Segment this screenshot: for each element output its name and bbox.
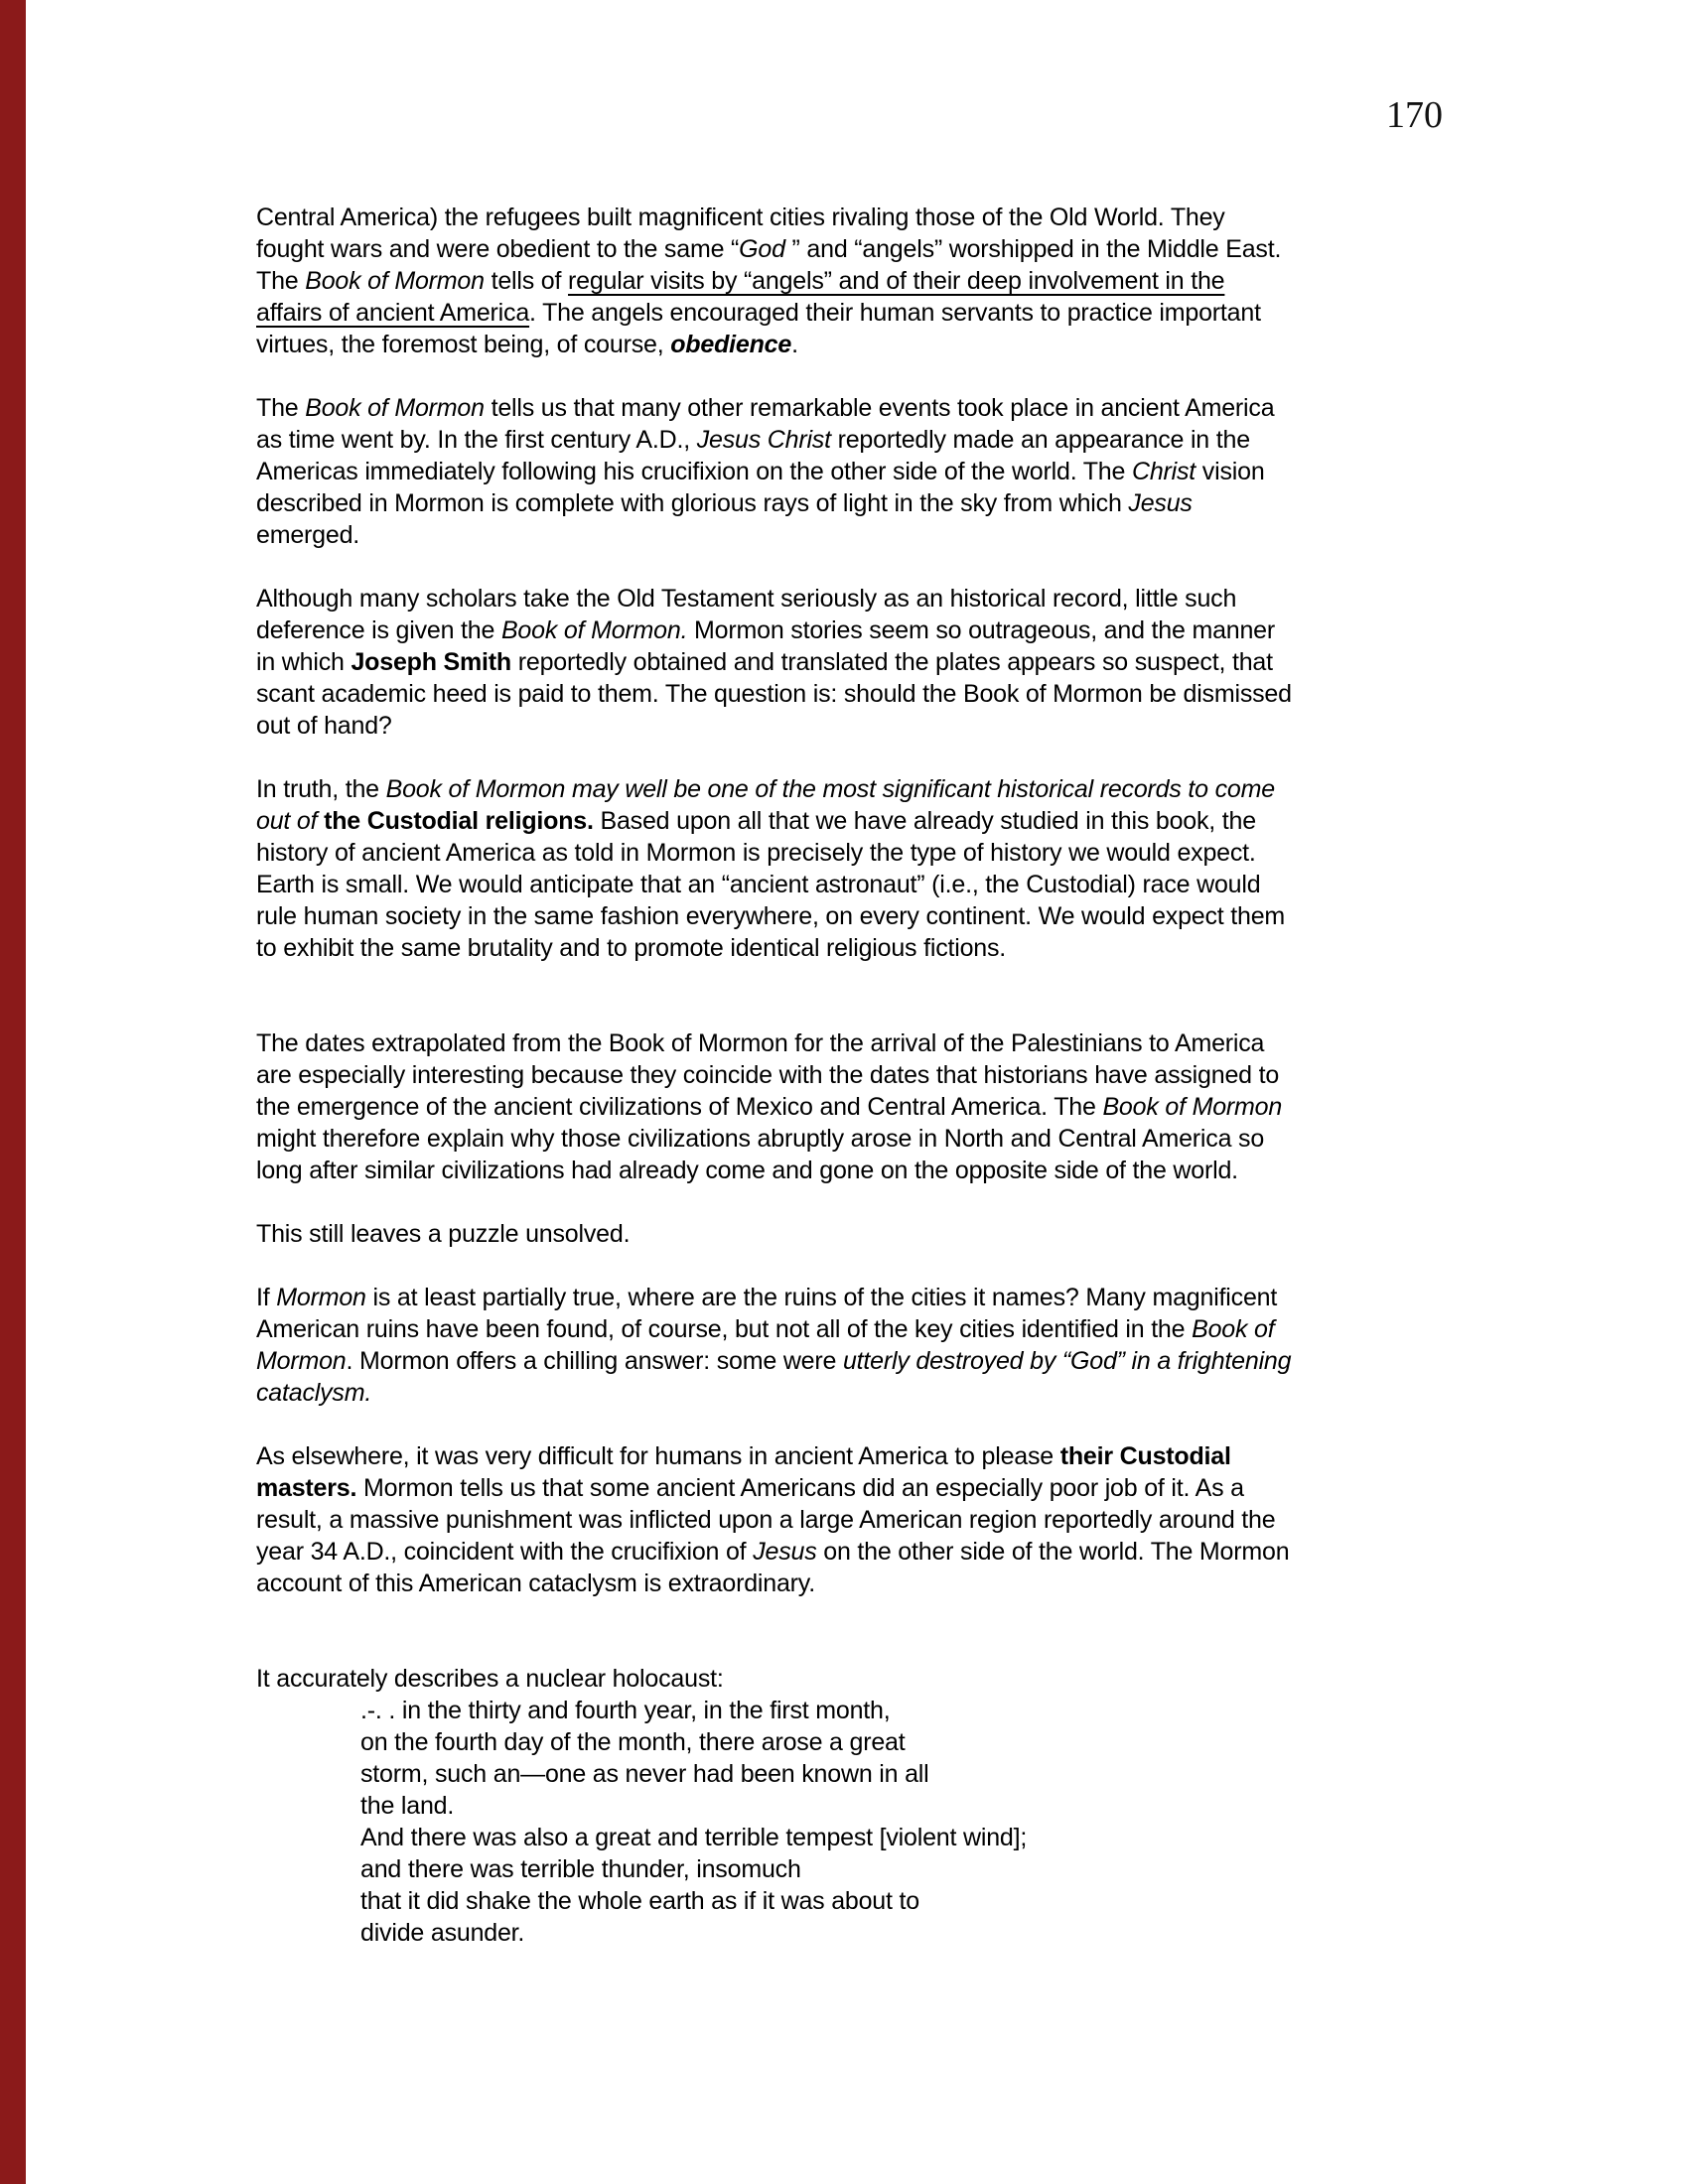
text-line — [256, 1536, 1470, 1568]
text-segment: is at least partially true, where are the ruins of the cities it names? Many magnificent — [365, 1284, 1278, 1311]
text-segment: The dates extrapolated from the Book of Mormon for the arrival of the Palestinians to America — [256, 1029, 1265, 1057]
text-segment: As elsewhere, it was very difficult for humans in ancient America to please — [256, 1442, 1060, 1470]
text-line — [256, 1091, 1470, 1123]
paragraph — [256, 1282, 1470, 1409]
text-line — [256, 392, 1470, 424]
text-line — [256, 710, 1470, 742]
text-line — [256, 1472, 1470, 1504]
text-segment: God — [739, 235, 785, 263]
text-segment: Jesus — [1128, 489, 1193, 517]
text-line — [256, 1027, 1470, 1059]
text-line — [256, 646, 1470, 678]
text-segment: vision — [1196, 458, 1265, 485]
text-segment: It accurately describes a nuclear holocaust: — [256, 1665, 724, 1693]
text-line — [256, 805, 1470, 837]
text-segment: out of hand? — [256, 712, 392, 740]
text-line — [256, 265, 1470, 297]
text-segment: might therefore explain why those civilizations abruptly arose in North and Central America so — [256, 1125, 1265, 1153]
text-line — [256, 1345, 1470, 1377]
text-line — [256, 1440, 1470, 1472]
text-segment: emerged. — [256, 521, 360, 549]
text-segment: tells us that many other remarkable events took place in ancient America — [484, 394, 1275, 422]
text-segment: Central America) the refugees built magnificent cities rivaling those of the Old World. They — [256, 204, 1225, 231]
text-segment: and there was terrible thunder, insomuch — [360, 1855, 801, 1883]
text-line — [256, 900, 1470, 932]
text-line — [256, 1282, 1470, 1313]
text-line — [256, 1059, 1470, 1091]
text-segment: Mormon — [256, 1347, 347, 1375]
text-line — [256, 1123, 1470, 1155]
text-segment: Although many scholars take the Old Testament seriously as an historical record, little such — [256, 585, 1237, 613]
text-line — [256, 1885, 1470, 1917]
paragraph — [256, 773, 1470, 964]
text-segment: as time went by. In the first century A.D., — [256, 426, 697, 454]
text-line — [256, 456, 1470, 487]
page-number: 170 — [1386, 94, 1443, 136]
paragraph — [256, 202, 1470, 360]
text-segment: . The angels encouraged their human servants to practice important — [529, 299, 1261, 327]
text-segment: masters. — [256, 1474, 357, 1502]
text-segment: regular visits by “angels” and of their deep involvement in the — [568, 267, 1225, 295]
text-line — [256, 1313, 1470, 1345]
text-segment: Americas immediately following his crucifixion on the other side of the world. The — [256, 458, 1132, 485]
text-segment: Book of Mormon — [305, 394, 485, 422]
text-segment: to exhibit the same brutality and to promote identical religious fictions. — [256, 934, 1007, 962]
text-segment: Book of Mormon — [305, 267, 485, 295]
text-segment: Earth is small. We would anticipate that an “ancient astronaut” (i.e., the Custodial) race would — [256, 871, 1261, 898]
text-segment: Mormon stories seem so outrageous, and the manner — [687, 616, 1276, 644]
text-line — [256, 1726, 1470, 1758]
text-segment: divide asunder. — [360, 1919, 525, 1947]
text-segment: Joseph Smith — [351, 648, 511, 676]
text-segment: the Custodial religions. — [324, 807, 594, 835]
text-segment: out of — [256, 807, 325, 835]
text-line — [256, 233, 1470, 265]
text-line — [256, 1822, 1470, 1853]
text-line — [256, 1568, 1470, 1599]
text-line — [256, 773, 1470, 805]
text-segment: And there was also a great and terrible tempest [violent wind]; — [360, 1824, 1028, 1851]
text-segment: obedience — [670, 331, 792, 358]
text-segment: Book of Mormon. — [500, 616, 688, 644]
text-segment: account of this American cataclysm is extraordinary. — [256, 1570, 815, 1597]
text-segment: storm, such an—one as never had been known in all — [360, 1760, 929, 1788]
text-segment: This still leaves a puzzle unsolved. — [256, 1220, 631, 1248]
text-segment: on the other side of the world. The Mormon — [816, 1538, 1290, 1566]
paragraph — [256, 1027, 1470, 1186]
text-line — [256, 1917, 1470, 1949]
text-line — [256, 519, 1470, 551]
text-line — [256, 1758, 1470, 1790]
left-edge-bar — [0, 0, 26, 2184]
text-segment: the land. — [360, 1792, 455, 1820]
text-segment: . — [791, 331, 798, 358]
text-segment: Christ — [1131, 458, 1196, 485]
text-segment: year 34 A.D., coincident with the crucifixion of — [256, 1538, 754, 1566]
text-segment: their Custodial — [1059, 1442, 1231, 1470]
paragraph — [256, 1663, 1470, 1695]
text-line — [256, 1155, 1470, 1186]
text-line — [256, 424, 1470, 456]
text-segment: fought wars and were obedient to the same “ — [256, 235, 740, 263]
paragraph — [256, 392, 1470, 551]
text-line — [256, 932, 1470, 964]
text-segment: in which — [256, 648, 352, 676]
text-segment: If — [256, 1284, 277, 1311]
text-segment: that it did shake the whole earth as if it was about to — [360, 1887, 919, 1915]
text-line — [256, 583, 1470, 614]
text-segment: utterly destroyed by “God” in a frightening — [842, 1347, 1292, 1375]
paragraph — [256, 1440, 1470, 1599]
text-line — [256, 1377, 1470, 1409]
text-segment: Jesus Christ — [696, 426, 831, 454]
text-line — [256, 1853, 1470, 1885]
text-segment: reportedly obtained and translated the plates appears so suspect, that — [511, 648, 1273, 676]
text-segment: are especially interesting because they coincide with the dates that historians have assigned to — [256, 1061, 1280, 1089]
text-segment: described in Mormon is complete with glorious rays of light in the sky from which — [256, 489, 1129, 517]
page-body-text — [256, 202, 1470, 1949]
text-segment: Mormon tells us that some ancient Americans did an especially poor job of it. As a — [356, 1474, 1244, 1502]
text-segment: Based upon all that we have already studied in this book, the — [593, 807, 1256, 835]
text-segment: The — [256, 267, 306, 295]
text-line — [256, 869, 1470, 900]
paragraph — [256, 1218, 1470, 1250]
text-segment: virtues, the foremost being, of course, — [256, 331, 671, 358]
paragraph — [256, 583, 1470, 742]
text-segment: tells of — [484, 267, 569, 295]
text-segment: scant academic heed is paid to them. The question is: should the Book of Mormon be dismissed — [256, 680, 1292, 708]
text-segment: the emergence of the ancient civilizations of Mexico and Central America. The — [256, 1093, 1103, 1121]
text-segment: on the fourth day of the month, there arose a great — [360, 1728, 906, 1756]
quote-block — [256, 1695, 1470, 1949]
text-segment: .-. . in the thirty and fourth year, in the first month, — [360, 1697, 891, 1724]
text-line — [256, 1218, 1470, 1250]
text-segment: The — [256, 394, 306, 422]
text-line — [256, 487, 1470, 519]
text-segment: Book of — [1192, 1315, 1275, 1343]
text-line — [256, 614, 1470, 646]
text-segment: rule human society in the same fashion everywhere, on every continent. We would expect them — [256, 902, 1286, 930]
text-line — [256, 1695, 1470, 1726]
text-line — [256, 297, 1470, 329]
text-segment: result, a massive punishment was inflicted upon a large American region reportedly around the — [256, 1506, 1276, 1534]
text-segment: cataclysm. — [256, 1379, 372, 1407]
text-segment: Book of Mormon — [1102, 1093, 1283, 1121]
text-segment: reportedly made an appearance in the — [830, 426, 1250, 454]
text-segment: Jesus — [753, 1538, 817, 1566]
text-line — [256, 678, 1470, 710]
text-segment: affairs of ancient America — [256, 299, 530, 327]
text-segment: Mormon — [276, 1284, 366, 1311]
text-line — [256, 1663, 1470, 1695]
text-segment: In truth, the — [256, 775, 386, 803]
text-segment: ” and “angels” worshipped in the Middle East. — [784, 235, 1282, 263]
text-segment: long after similar civilizations had already come and gone on the opposite side of the world. — [256, 1157, 1238, 1184]
text-segment: Book of Mormon may well be one of the most significant historical records to come — [385, 775, 1275, 803]
text-segment: American ruins have been found, of course, but not all of the key cities identified in the — [256, 1315, 1193, 1343]
text-line — [256, 329, 1470, 360]
text-segment: history of ancient America as told in Mormon is precisely the type of history we would expect. — [256, 839, 1256, 867]
text-line — [256, 1790, 1470, 1822]
text-line — [256, 1504, 1470, 1536]
text-segment: deference is given the — [256, 616, 501, 644]
text-segment: . Mormon offers a chilling answer: some were — [346, 1347, 843, 1375]
text-line — [256, 202, 1470, 233]
text-line — [256, 837, 1470, 869]
